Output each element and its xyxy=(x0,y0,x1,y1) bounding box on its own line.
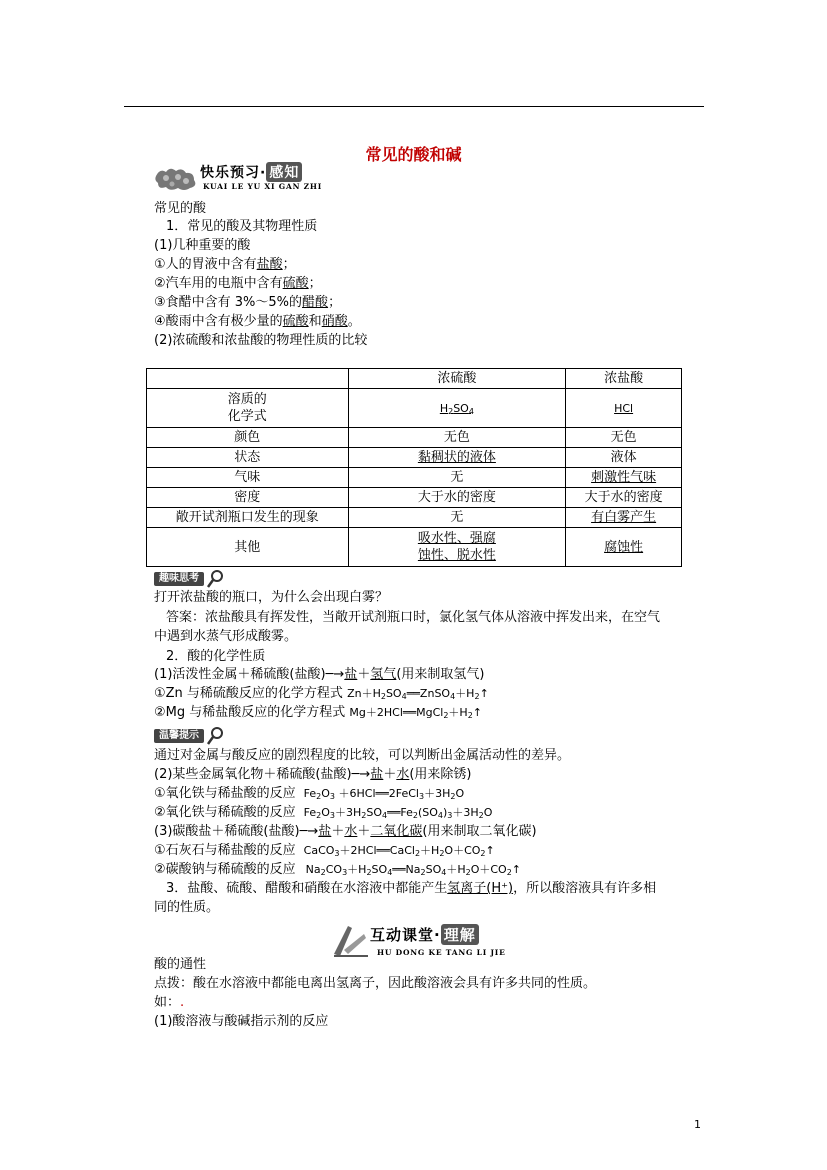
paragraph: (1)几种重要的酸 xyxy=(154,238,251,253)
text: ； xyxy=(282,257,296,272)
text: (用来除锈) xyxy=(409,767,472,782)
cell-text: 液体 xyxy=(610,450,637,465)
page-number: 1 xyxy=(694,1118,701,1131)
tag-label: 趣味思考 xyxy=(154,572,204,586)
text: 如： xyxy=(154,995,181,1010)
cell-text: 刺激性气味 xyxy=(591,470,657,485)
text: (用来制取二氧化碳) xyxy=(422,824,537,839)
answer: 醋酸 xyxy=(302,295,329,310)
banner-dot: · xyxy=(260,165,267,181)
comparison-table xyxy=(146,368,682,567)
hint-text: 点拨：酸在水溶液中都能电离出氢离子，因此酸溶液会具有许多共同的性质。 xyxy=(154,976,597,991)
text: ； xyxy=(328,295,342,310)
answer-text: 答案：浓盐酸具有挥发性，当敞开试剂瓶口时，氯化氢气体从溶液中挥发出来，在空气 xyxy=(166,610,661,625)
table-cell: 密度 xyxy=(147,488,349,508)
answer: 盐 xyxy=(370,767,384,782)
text: ＋ xyxy=(357,824,371,839)
cell-text: 黏稠状的液体 xyxy=(417,450,496,465)
text: 和 xyxy=(308,314,322,329)
cell-text: 腐蚀性 xyxy=(604,539,644,555)
answer: 硫酸 xyxy=(282,314,309,329)
arrow: ─→ xyxy=(325,667,345,682)
table-cell xyxy=(566,448,682,468)
answer: 氢离子(H⁺) xyxy=(447,881,514,896)
table-cell xyxy=(348,468,566,488)
text: ＋ xyxy=(331,824,345,839)
cell-text: 溶质的 xyxy=(227,392,267,407)
paragraph: 同的性质。 xyxy=(154,900,220,915)
banner-main-text: 快乐预习 xyxy=(200,165,260,181)
equation-line xyxy=(154,704,482,722)
table-row xyxy=(147,468,682,488)
section-banner-classroom xyxy=(330,920,530,968)
arrow: ─→ xyxy=(299,824,319,839)
table-row xyxy=(147,428,682,448)
paragraph xyxy=(154,823,537,841)
answer: 硝酸 xyxy=(321,314,348,329)
table-row xyxy=(147,389,682,428)
table-cell: 其他 xyxy=(147,528,349,567)
section-banner-preview xyxy=(154,160,350,196)
text: 。 xyxy=(347,314,361,329)
text: ②汽车用的电瓶中含有 xyxy=(154,276,283,291)
answer: 盐 xyxy=(344,667,358,682)
text: (1)活泼性金属＋稀硫酸(盐酸) xyxy=(154,667,326,682)
page-title: 常见的酸和碱 xyxy=(365,145,462,164)
table-cell: 状态 xyxy=(147,448,349,468)
table-cell xyxy=(566,468,682,488)
text: ③食醋中含有 3%～5%的 xyxy=(154,295,303,310)
formula-hcl: HCl xyxy=(614,401,634,415)
banner-title xyxy=(370,924,479,945)
cell-text: 蚀性、脱水性 xyxy=(417,548,496,563)
answer: 氢气 xyxy=(370,667,397,682)
text: ②氧化铁与稀硫酸的反应 xyxy=(154,805,296,820)
tip-text: 通过对金属与酸反应的剧烈程度的比较，可以判断出金属活动性的差异。 xyxy=(154,748,571,763)
text: (2)某些金属氧化物＋稀硫酸(盐酸) xyxy=(154,767,352,782)
equation: $Na_2CO_3+H_2SO_4══Na_2SO_4+H_2O+CO_2↑$ xyxy=(305,863,522,877)
table-cell: 颜色 xyxy=(147,428,349,448)
equation-line xyxy=(154,785,464,803)
cell-text: 化学式 xyxy=(227,409,267,424)
table-cell xyxy=(147,389,349,428)
table-cell xyxy=(566,389,682,428)
header-rule xyxy=(124,106,704,107)
banner-highlight: 感知 xyxy=(266,162,302,182)
text: ①Zn 与稀硫酸反应的化学方程式 xyxy=(154,686,348,701)
text: ＋ xyxy=(383,767,397,782)
list-item xyxy=(154,294,341,312)
answer: 硫酸 xyxy=(282,276,309,291)
cell-text: 大于水的密度 xyxy=(417,490,496,505)
question: 打开浓盐酸的瓶口，为什么会出现白雾？ xyxy=(154,590,389,605)
paragraph: 2．酸的化学性质 xyxy=(166,649,266,664)
table-row xyxy=(147,508,682,528)
table-header xyxy=(147,369,349,389)
banner-highlight: 理解 xyxy=(441,924,479,945)
table-cell xyxy=(348,428,566,448)
text: ①氧化铁与稀盐酸的反应 xyxy=(154,786,296,801)
equation: $Fe_2O_3$ $+6HCl══2FeCl_3+3H_2O$ xyxy=(303,787,465,801)
board-icon xyxy=(330,920,370,960)
equation-line xyxy=(154,685,489,703)
table-row xyxy=(147,448,682,468)
text: ，所以酸溶液具有许多相 xyxy=(513,881,657,896)
table-cell xyxy=(566,488,682,508)
answer: 盐 xyxy=(318,824,332,839)
paragraph: (1)酸溶液与酸碱指示剂的反应 xyxy=(154,1014,329,1029)
table-cell xyxy=(348,448,566,468)
equation-line xyxy=(154,842,495,860)
text: ②Mg 与稀盐酸反应的化学方程式 xyxy=(154,705,350,720)
puzzle-icon xyxy=(154,166,198,192)
table-cell xyxy=(348,389,566,428)
text: 3．盐酸、硫酸、醋酸和硝酸在水溶液中都能产生 xyxy=(166,881,448,896)
cell-text: 无 xyxy=(450,470,464,485)
text: ①人的胃液中含有 xyxy=(154,257,257,272)
equation-line xyxy=(154,861,521,879)
section-heading: 常见的酸 xyxy=(154,201,207,216)
section-heading: 酸的通性 xyxy=(154,957,207,972)
table-cell xyxy=(566,528,682,567)
cell-text: 无 xyxy=(450,510,464,525)
mark: . xyxy=(180,995,185,1010)
paragraph xyxy=(154,666,485,684)
table-header: 浓盐酸 xyxy=(566,369,682,389)
banner-subtitle: KUAI LE YU XI GAN ZHI xyxy=(203,182,323,191)
table-header: 浓硫酸 xyxy=(348,369,566,389)
answer: 二氧化碳 xyxy=(370,824,423,839)
table-cell xyxy=(566,428,682,448)
text: ④酸雨中含有极少量的 xyxy=(154,314,283,329)
paragraph: 1．常见的酸及其物理性质 xyxy=(166,219,318,234)
text: (用来制取氢气) xyxy=(396,667,485,682)
answer: 水 xyxy=(396,767,410,782)
magnifier-icon xyxy=(206,569,226,589)
paragraph xyxy=(154,994,184,1012)
table-cell xyxy=(348,508,566,528)
text: (3)碳酸盐＋稀硫酸(盐酸) xyxy=(154,824,300,839)
answer: 盐酸 xyxy=(256,257,283,272)
answer: 水 xyxy=(344,824,358,839)
text: ＋ xyxy=(357,667,371,682)
formula-h2so4: $H_2SO_4$ xyxy=(439,401,474,416)
table-cell: 气味 xyxy=(147,468,349,488)
banner-main-text: 互动课堂 xyxy=(370,926,435,944)
text: ①石灰石与稀盐酸的反应 xyxy=(154,843,296,858)
equation: $Zn+H_2SO_4══ZnSO_4+H_2↑$ xyxy=(347,687,489,701)
equation: $Mg+2HCl══MgCl_2+H_2↑$ xyxy=(349,706,483,720)
paragraph xyxy=(166,880,656,898)
paragraph: (2)浓硫酸和浓盐酸的物理性质的比较 xyxy=(154,333,368,348)
text: ； xyxy=(308,276,322,291)
list-item xyxy=(154,256,296,274)
equation-line xyxy=(154,804,492,822)
cell-text: 有白雾产生 xyxy=(591,510,657,525)
table-row xyxy=(147,488,682,508)
table-cell xyxy=(348,528,566,567)
table-cell xyxy=(566,508,682,528)
banner-title xyxy=(200,162,302,182)
paragraph xyxy=(154,766,472,784)
magnifier-icon xyxy=(206,726,226,746)
equation: $Fe_2O_3+3H_2SO_4══Fe_2(SO_4)_3+3H_2O$ xyxy=(303,806,493,820)
banner-subtitle: HU DONG KE TANG LI JIE xyxy=(377,948,506,957)
list-item xyxy=(154,275,322,293)
equation: $CaCO_3+2HCl══CaCl_2+H_2O+CO_2↑$ xyxy=(303,844,495,858)
arrow: ─→ xyxy=(351,767,371,782)
table-header-row xyxy=(147,369,682,389)
list-item xyxy=(154,313,361,331)
banner-dot: · xyxy=(434,926,441,944)
table-row xyxy=(147,528,682,567)
table-cell xyxy=(348,488,566,508)
answer-text: 中遇到水蒸气形成酸雾。 xyxy=(154,629,298,644)
cell-text: 吸水性、强腐 xyxy=(417,531,496,546)
cell-text: 无色 xyxy=(443,430,470,445)
tag-label: 温馨提示 xyxy=(154,729,204,743)
text: ②碳酸钠与稀硫酸的反应 xyxy=(154,862,296,877)
table-cell: 敞开试剂瓶口发生的现象 xyxy=(147,508,349,528)
cell-text: 大于水的密度 xyxy=(584,490,663,505)
cell-text: 无色 xyxy=(610,430,637,445)
